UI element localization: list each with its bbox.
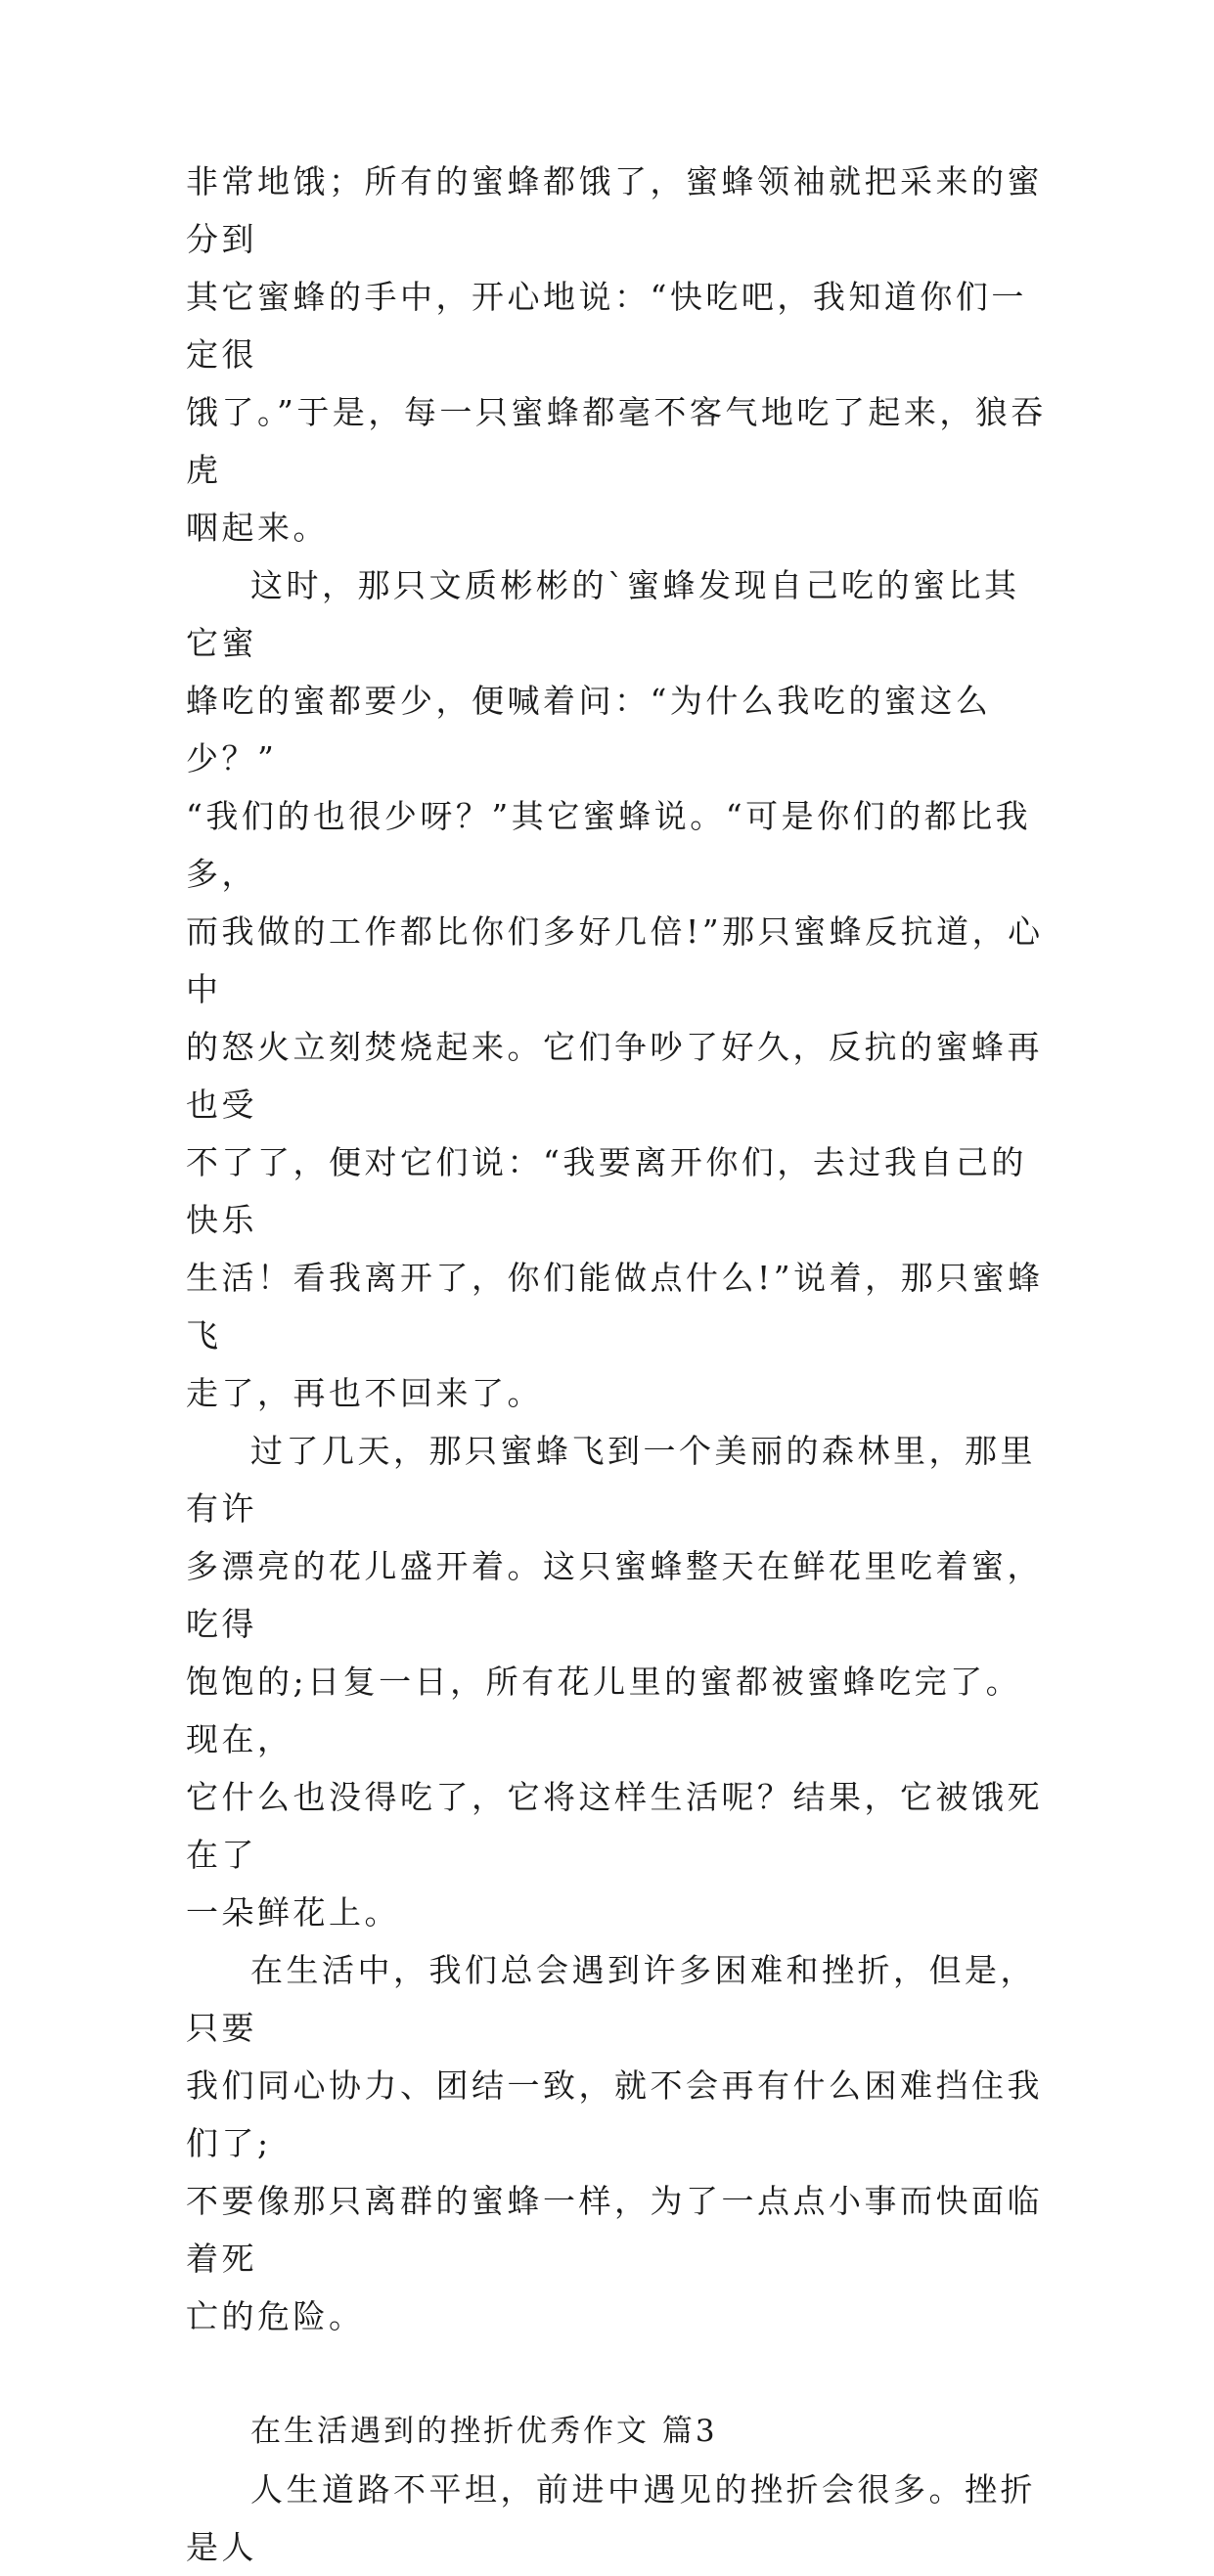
text-line: “我们的也很少呀？”其它蜜蜂说。“可是你们的都比我多， [186, 797, 1032, 893]
text-line: 不了了，便对它们说：“我要离开你们，去过我自己的快乐 [186, 1143, 1027, 1239]
document-body [186, 153, 1047, 2576]
paragraph [186, 1941, 1047, 2345]
text-line: 饿了。”于是，每一只蜜蜂都毫不客气地吃了起来，狼吞虎 [186, 393, 1047, 489]
text-line: 这时，那只文质彬彬的`蜜蜂发现自己吃的蜜比其它蜜 [186, 566, 1020, 662]
text-line: 蜂吃的蜜都要少，便喊着问：“为什么我吃的蜜这么少？” [186, 682, 992, 777]
text-line: 它什么也没得吃了，它将这样生活呢？结果，它被饿死在了 [186, 1778, 1043, 1874]
text-line: 其它蜜蜂的手中，开心地说：“快吃吧，我知道你们一定很 [186, 278, 1027, 374]
paragraph [186, 2461, 1047, 2576]
text-line: 多漂亮的花儿盛开着。这只蜜蜂整天在鲜花里吃着蜜，吃得 [186, 1547, 1043, 1643]
text-line: 生活！看我离开了，你们能做点什么!”说着，那只蜜蜂飞 [186, 1259, 1044, 1355]
text-line: 亡的危险。 [186, 2297, 365, 2335]
text-line: 过了几天，那只蜜蜂飞到一个美丽的森林里，那里有许 [186, 1432, 1036, 1528]
text-line: 一朵鲜花上。 [186, 1893, 400, 1932]
text-line: 而我做的工作都比你们多好几倍!”那只蜜蜂反抗道，心中 [186, 912, 1044, 1008]
text-line: 我们同心协力、团结一致，就不会再有什么困难挡住我们了; [186, 2066, 1043, 2162]
text-line: 人生道路不平坦，前进中遇见的挫折会很多。挫折是人 [186, 2470, 1036, 2566]
text-line: 不要像那只离群的蜜蜂一样，为了一点点小事而快面临着死 [186, 2182, 1043, 2278]
section-heading: 在生活遇到的挫折优秀作文 篇3 [250, 2414, 718, 2449]
paragraph [186, 153, 1047, 556]
paragraph [186, 1422, 1047, 1941]
text-line: 咽起来。 [186, 509, 329, 547]
section-spacer [186, 2345, 1047, 2403]
text-line: 非常地饿；所有的蜜蜂都饿了，蜜蜂领袖就把采来的蜜分到 [186, 162, 1043, 258]
text-line: 走了，再也不回来了。 [186, 1374, 543, 1412]
text-line: 在生活中，我们总会遇到许多困难和挫折，但是，只要 [186, 1951, 1036, 2047]
paragraph [186, 556, 1047, 1422]
text-line: 的怒火立刻焚烧起来。它们争吵了好久，反抗的蜜蜂再也受 [186, 1028, 1043, 1124]
text-line: 饱饱的;日复一日，所有花儿里的蜜都被蜜蜂吃完了。现在， [186, 1663, 1022, 1758]
